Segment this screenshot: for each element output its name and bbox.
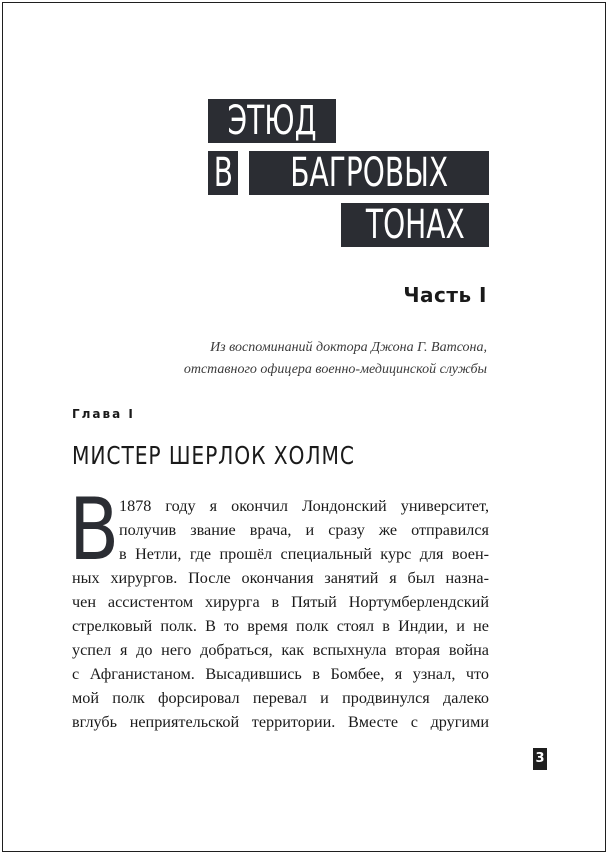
body-line: в Нетли, где прошёл специальный курс для воен- (119, 545, 489, 563)
body-line: мой полк форсировал перевал и продвинулся далеко (72, 689, 489, 707)
body-line: ных хирургов. После окончания занятий я был назна- (72, 569, 489, 587)
title-tile-etyud (208, 99, 336, 143)
title-tile-v (208, 151, 238, 195)
body-line: получив звание врача, и сразу же отправился (119, 521, 489, 539)
title-line2-word1: В (213, 150, 233, 196)
body-line: чен ассистентом хирурга в Пятый Нортумберлендский (72, 593, 489, 611)
body-line: стрелковый полк. В то время полк стоял в Индии, и не (72, 617, 489, 635)
body-line: с Афганистаном. Высадившись в Бомбее, я узнал, что (72, 665, 489, 683)
title-tile-bagrovykh (249, 151, 489, 195)
chapter-title: МИСТЕР ШЕРЛОК ХОЛМС (72, 441, 355, 470)
title-tile-tonakh (341, 203, 489, 247)
chapter-label: Глава I (72, 407, 135, 421)
title-line3: ТОНАХ (365, 202, 465, 248)
part-heading: Часть I (403, 283, 487, 307)
title-line2-word2: БАГРОВЫХ (290, 150, 448, 196)
epigraph (184, 337, 487, 381)
epigraph-line1: Из воспоминаний доктора Джона Г. Ватсона, (210, 340, 487, 355)
title-line1: ЭТЮД (227, 98, 317, 144)
drop-cap: В (69, 480, 120, 580)
body-line: вглубь неприятельской территории. Вместе с другими (72, 713, 489, 731)
body-line: 1878 году я окончил Лондонский университет, (119, 497, 489, 515)
epigraph-line2: отставного офицера военно-медицинской службы (183, 362, 487, 377)
book-page (2, 2, 606, 852)
body-line: успел я до него добраться, как вспыхнула вторая война (72, 641, 489, 659)
page-number: 3 (533, 748, 547, 770)
